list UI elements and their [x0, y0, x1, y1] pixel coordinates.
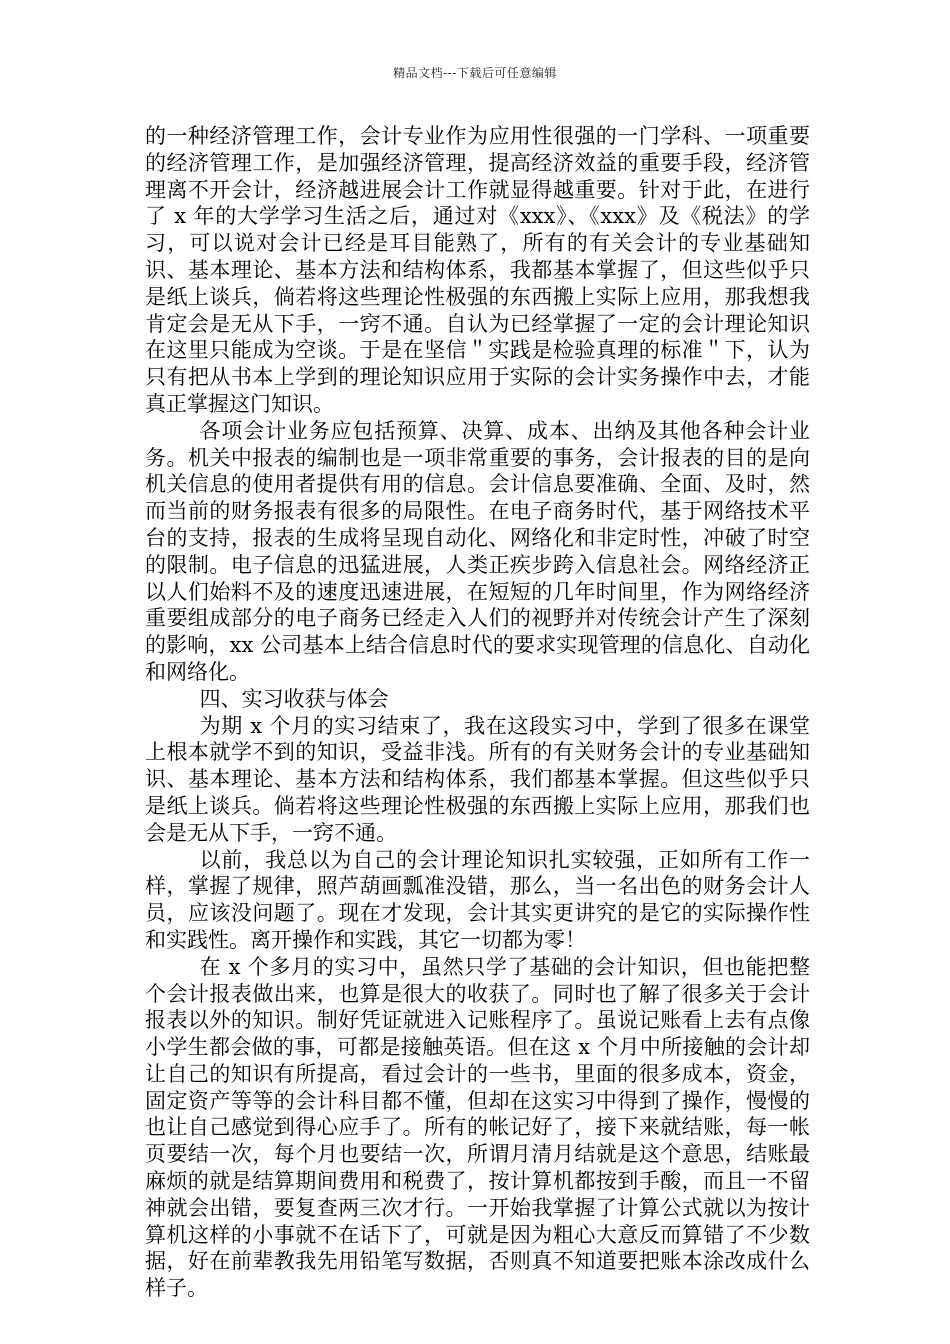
paragraph-1: 的一种经济管理工作，会计专业作为应用性很强的一门学科、一项重要的经济管理工作，是加强经济管理，提高经济效益的重要手段，经济管理离不开会计，经济越进展会计工作就显得越重要。针对于此，在进行了 x 年的大学学习生活之后，通过对《xxx》、《xxx》及《税法》的学习，可以说对会计已经是耳目能熟了，所有的有关会计的专业基础知识、基本理论、基本方法和结构体系，我都基本掌握了，但这些似乎只是纸上谈兵，倘若将这些理论性极强的东西搬上实际上应用，那我想我肯定会是无从下手，一窍不通。自认为已经掌握了一定的会计理论知识在这里只能成为空谈。于是在坚信＂实践是检验真理的标准＂下，认为只有把从书本上学到的理论知识应用于实际的会计实务操作中去，才能真正掌握这门知识。 — [145, 124, 810, 416]
paragraph-4: 以前，我总以为自己的会计理论知识扎实较强，正如所有工作一样，掌握了规律，照芦葫画瓢准没错，那么，当一名出色的财务会计人员，应该没问题了。现在才发现，会计其实更讲究的是它的实际操作性和实践性。离开操作和实践，其它一切都为零！ — [145, 847, 810, 952]
document-body — [145, 123, 810, 1302]
section-heading: 四、实习收获与体会 — [199, 686, 389, 711]
page-header: 精品文档---下载后可任意编辑 — [393, 66, 557, 80]
paragraph-3: 为期 x 个月的实习结束了，我在这段实习中，学到了很多在课堂上根本就学不到的知识，受益非浅。所有的有关财务会计的专业基础知识、基本理论、基本方法和结构体系，我们都基本掌握。但这些似乎只是纸上谈兵。倘若将这些理论性极强的东西搬上实际上应用，那我们也会是无从下手，一窍不通。 — [145, 713, 810, 845]
paragraph-2: 各项会计业务应包括预算、决算、成本、出纳及其他各种会计业务。机关中报表的编制也是一项非常重要的事务，会计报表的目的是向机关信息的使用者提供有用的信息。会计信息要准确、全面、及时，然而当前的财务报表有很多的局限性。在电子商务时代，基于网络技术平台的支持，报表的生成将呈现自动化、网络化和非定时性，冲破了时空的限制。电子信息的迅猛进展，人类正疾步跨入信息社会。网络经济正以人们始料不及的速度迅速进展，在短短的几年时间里，作为网络经济重要组成部分的电子商务已经走入人们的视野并对传统会计产生了深刻的影响，xx 公司基本上结合信息时代的要求实现管理的信息化、自动化和网络化。 — [145, 418, 810, 684]
paragraph-5: 在 x 个多月的实习中，虽然只学了基础的会计知识，但也能把整个会计报表做出来，也算是很大的收获了。同时也了解了很多关于会计报表以外的知识。制好凭证就进入记账程序了。虽说记账看上去有点像小学生都会做的事，可都是接触英语。但在这 x 个月中所接触的会计却让自己的知识有所提高，看过会计的一些书，里面的很多成本，资金，固定资产等等的会计科目都不懂，但却在这实习中得到了操作，慢慢的也让自己感觉到得心应手了。所有的帐记好了，接下来就结账，每一帐页要结一次，每个月也要结一次，所谓月清月结就是这个意思，结账最麻烦的就是结算期间费用和税费了，按计算机都按到手酸，而且一不留神就会出错，要复查两三次才行。一开始我掌握了计算公式就以为按计算机这样的小事就不在话下了，可就是因为粗心大意反而算错了不少数据，好在前辈教我先用铅笔写数据，否则真不知道要把账本涂改成什么样子。 — [145, 954, 810, 1301]
